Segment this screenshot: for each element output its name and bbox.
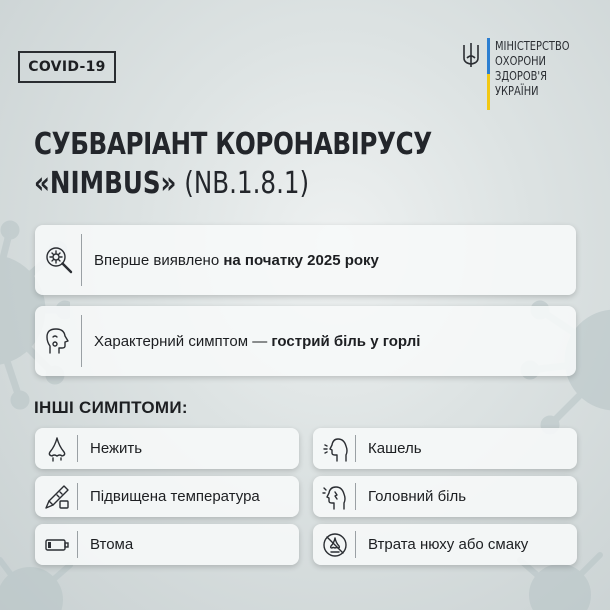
card-divider [355,435,356,462]
symptom-card-cough [313,428,577,469]
card-divider [81,315,82,367]
variant-code: (NB.1.8.1) [176,166,310,201]
card-divider [81,234,82,286]
symptom-label: Нежить [90,440,143,457]
symptom-label: Втома [90,536,134,553]
fact-text [94,333,420,350]
nose-icon [39,431,75,467]
ministry-line: МІНІСТЕРСТВО [495,38,570,53]
covid-badge: COVID-19 [18,51,116,83]
fact-card-main-symptom [35,306,576,376]
cough-icon [317,431,353,467]
title-line-1: СУБВАРІАНТ КОРОНАВІРУСУ [34,127,432,162]
ministry-line: ЗДОРОВ'Я [495,68,548,83]
variant-name: «NIMBUS» [34,166,177,201]
sore-throat-icon [41,323,77,359]
symptom-card-headache [313,476,577,517]
fact-text [94,252,379,269]
flag-bar [487,38,490,110]
battery-low-icon [39,527,75,563]
symptom-card-fatigue [35,524,299,565]
fact-text-bold: гострий біль у горлі [271,332,421,350]
card-divider [77,483,78,510]
thermometer-icon [39,479,75,515]
fact-text-plain: Вперше виявлено [94,251,224,269]
fact-card-first-detected [35,225,576,295]
trident-icon [462,42,480,68]
card-divider [355,483,356,510]
other-symptoms-heading: ІНШІ СИМПТОМИ: [34,398,188,417]
card-divider [77,435,78,462]
fact-text-plain: Характерний симптом — [94,332,272,350]
symptom-card-smell-loss [313,524,577,565]
page-title [34,127,519,201]
title-line-2 [34,166,432,201]
headache-icon [317,479,353,515]
symptom-label: Головний біль [368,488,467,505]
ministry-line: УКРАЇНИ [495,83,539,98]
ministry-logo [462,38,580,114]
symptom-card-fever [35,476,299,517]
card-divider [355,531,356,558]
fact-text-bold: на початку 2025 року [223,251,379,269]
symptom-card-runny-nose [35,428,299,469]
ministry-line: ОХОРОНИ [495,53,546,68]
symptom-label: Підвищена температура [90,488,260,505]
virus-magnifier-icon [41,242,77,278]
symptom-label: Кашель [368,440,422,457]
smell-loss-icon [317,527,353,563]
ministry-name [495,38,570,98]
symptom-label: Втрата нюху або смаку [368,536,529,553]
card-divider [77,531,78,558]
